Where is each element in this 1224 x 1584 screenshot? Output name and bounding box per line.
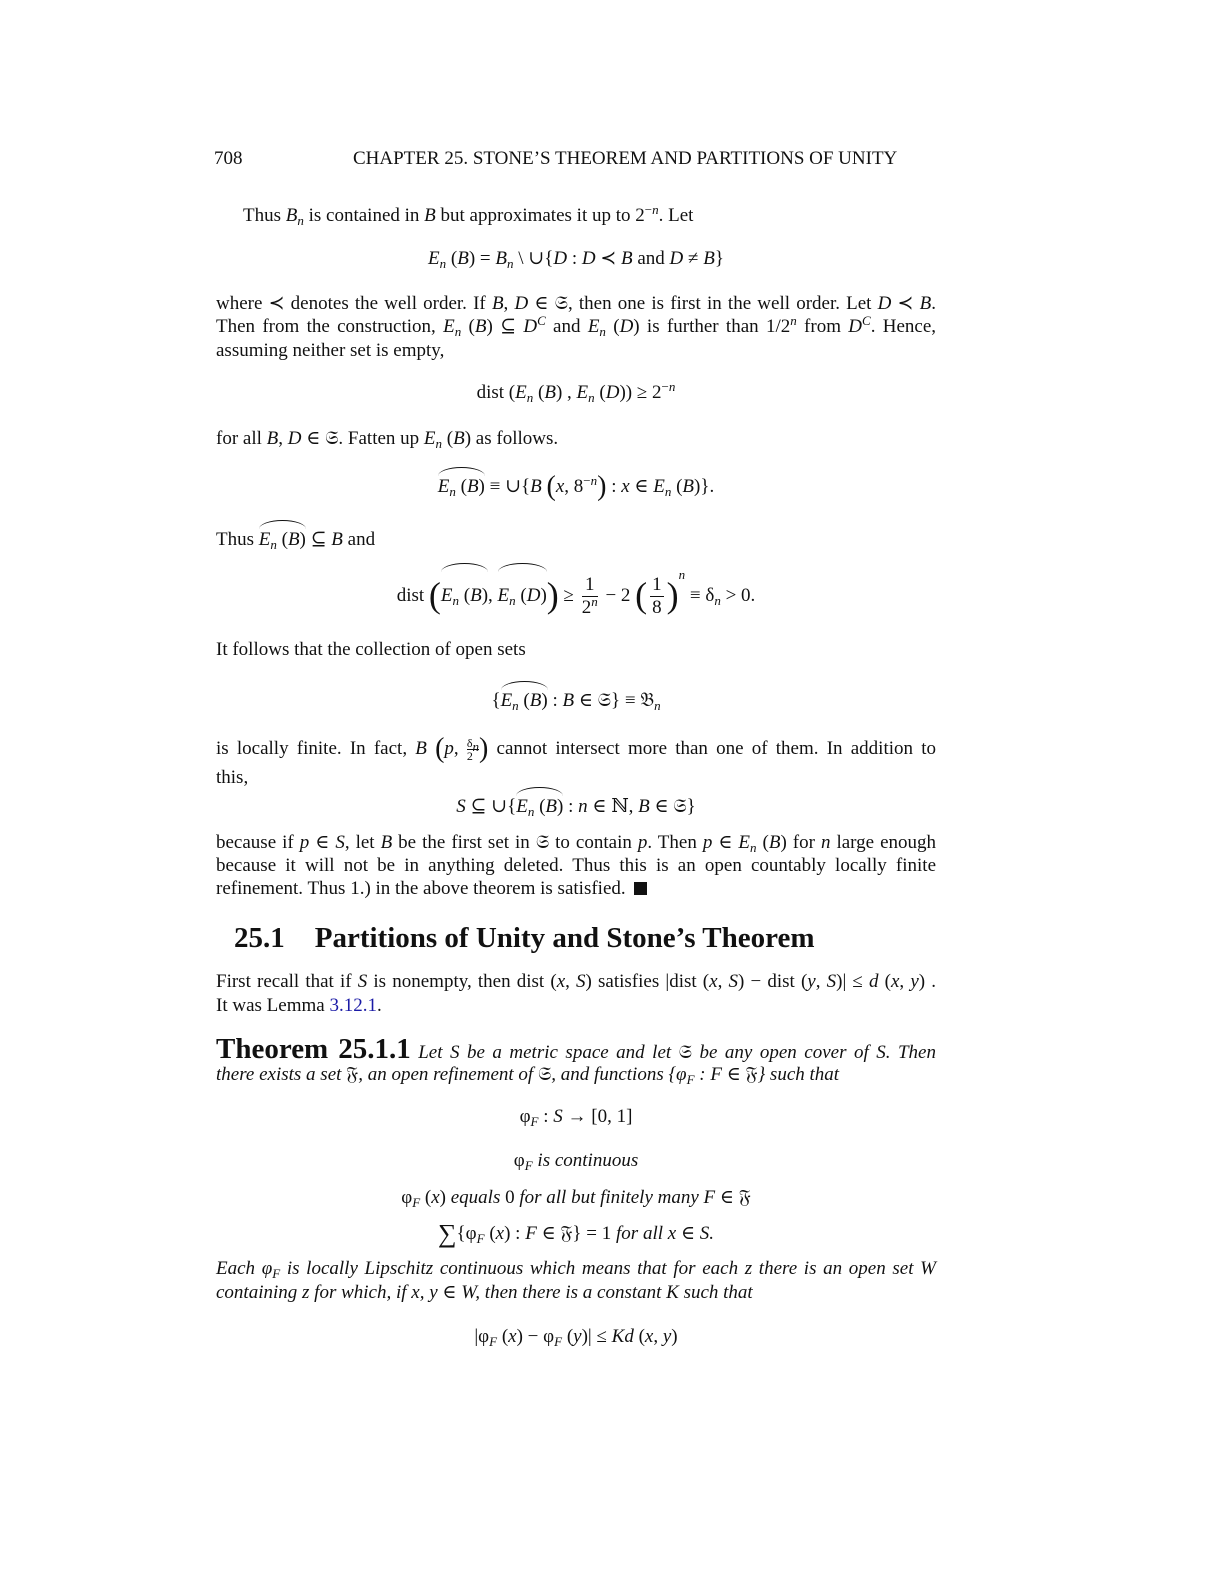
paragraph-2-line-3: assuming neither set is empty,	[216, 340, 445, 361]
running-title: CHAPTER 25. STONE’S THEOREM AND PARTITIONS OF UNITY	[353, 148, 898, 169]
theorem-line-2: there exists a set 𝔉, an open refinement of 𝔖, and functions {$\varphi_F$ : F ∈ 𝔉} such that	[216, 1063, 840, 1087]
intro-suffix: .	[376, 995, 382, 1016]
theorem-condition-3: $\varphi_F$ (x) equals 0 for all but finitely many F ∈ 𝔉	[401, 1186, 751, 1210]
theorem-label: Theorem 25.1.1	[216, 1033, 411, 1065]
paragraph-7-line-2: because it will not be in anything deleted. Thus this is an open countably locally finite	[216, 855, 936, 876]
theorem-condition-2: $\varphi_F$ is continuous	[513, 1150, 639, 1173]
lemma-link[interactable]: 3.12.1	[329, 995, 377, 1016]
paragraph-1: Thus $B_n$ is contained in B but approximates it up to $2^{-n}$. Let	[243, 202, 694, 228]
theorem-line-4: containing z for which, if x, y ∈ W, then there is a constant K such that	[216, 1282, 753, 1303]
theorem-final-equation: $|\varphi_F$ $(x) - \varphi_F$ (y)| ≤ Kd (x, y)	[474, 1326, 678, 1349]
equation-6: S ⊆ $\cup\{E_n$ (B) : n ∈ ℕ, B ∈ 𝔖}	[456, 795, 696, 819]
fraction-one-over-eight: $\frac{1}{8}$	[652, 574, 662, 619]
section-number: 25.1	[234, 922, 285, 954]
paragraph-3: for all B, D ∈ 𝔖. Fatten up $E_n$ (B) as follows.	[216, 427, 559, 451]
paragraph-7-line-1: because if p ∈ S, let B be the first set in 𝔖 to contain p. Then p ∈ $E_n$ (B) for n large enough	[216, 831, 937, 855]
qed-square-icon	[634, 882, 647, 895]
theorem-line-1: Theorem 25.1.1 Let S be a metric space and let 𝔖 be any open cover of S. Then	[216, 1033, 936, 1065]
equation-1: $E_n$ $(B) = B_n$ \ ∪{D : D ≺ B and D ≠ B}	[428, 248, 724, 271]
intro-prefix: It was Lemma	[216, 995, 325, 1016]
theorem-line-3: Each $\varphi_F$ is locally Lipschitz continuous which means that for each z there is an open set W	[216, 1258, 936, 1281]
paragraph-2-line-1: where ≺ denotes the well order. If B, D ∈ 𝔖, then one is first in the well order. Let D ≺ B.	[216, 292, 936, 314]
section-title: Partitions of Unity and Stone’s Theorem	[314, 922, 815, 954]
paragraph-4: Thus $E_n$ (B) ⊆ B and	[216, 529, 376, 552]
equation-2: dist ($E_n$ (B) , $E_n$ $(D)) \ge 2^{-n}$	[476, 379, 676, 405]
page-number: 708	[214, 148, 243, 169]
theorem-condition-4: $\sum\{\varphi_F$ (x) : F ∈ 𝔉} = 1 for all x ∈ S.	[437, 1219, 715, 1248]
equation-5: {$E_n$ (B) : B ∈ 𝔖} ≡ 𝔅$_n$	[491, 689, 661, 713]
paragraph-2-line-2: Then from the construction, $E_n$ (B) ⊆ $D^C$ and $E_n$ (D) is further than 1/2$^n$ from $D^C$. Hence,	[216, 313, 937, 339]
equation-3: $E_n$ (B) ≡ ∪{B (x, $8^{-n}$) : x ∈ $E_n$ (B)}.	[437, 471, 715, 502]
equation-4: dist ($E_n$ (B), $E_n$ (D)) ≥ $\frac{1}{2^n}$ − 2 ( $\frac{1}{8}$ )$^n \equiv \delta_n > 0$.	[216, 570, 936, 621]
section-intro-line-2	[216, 994, 936, 1018]
section-intro-line-1: First recall that if S is nonempty, then dist (x, S) satisfies |dist (x, S) − dist (y, S)| ≤ d (x, y) .	[216, 971, 936, 992]
paragraph-5: It follows that the collection of open sets	[216, 639, 526, 660]
theorem-condition-1: $\varphi_F$ : S → [0, 1]	[519, 1106, 633, 1129]
paragraph-6-line-1: is locally finite. In fact, B (p, $\frac{\delta_n}{2}$ ) cannot intersect more than one of them. In addition to	[216, 733, 936, 764]
paragraph-7-line-3: refinement. Thus 1.) in the above theorem is satisfied.	[216, 877, 936, 901]
section-heading	[234, 922, 814, 955]
fraction-one-over-2n: $\frac{1}{2^n}$	[581, 574, 598, 619]
paragraph-6-line-2: this,	[216, 767, 249, 788]
